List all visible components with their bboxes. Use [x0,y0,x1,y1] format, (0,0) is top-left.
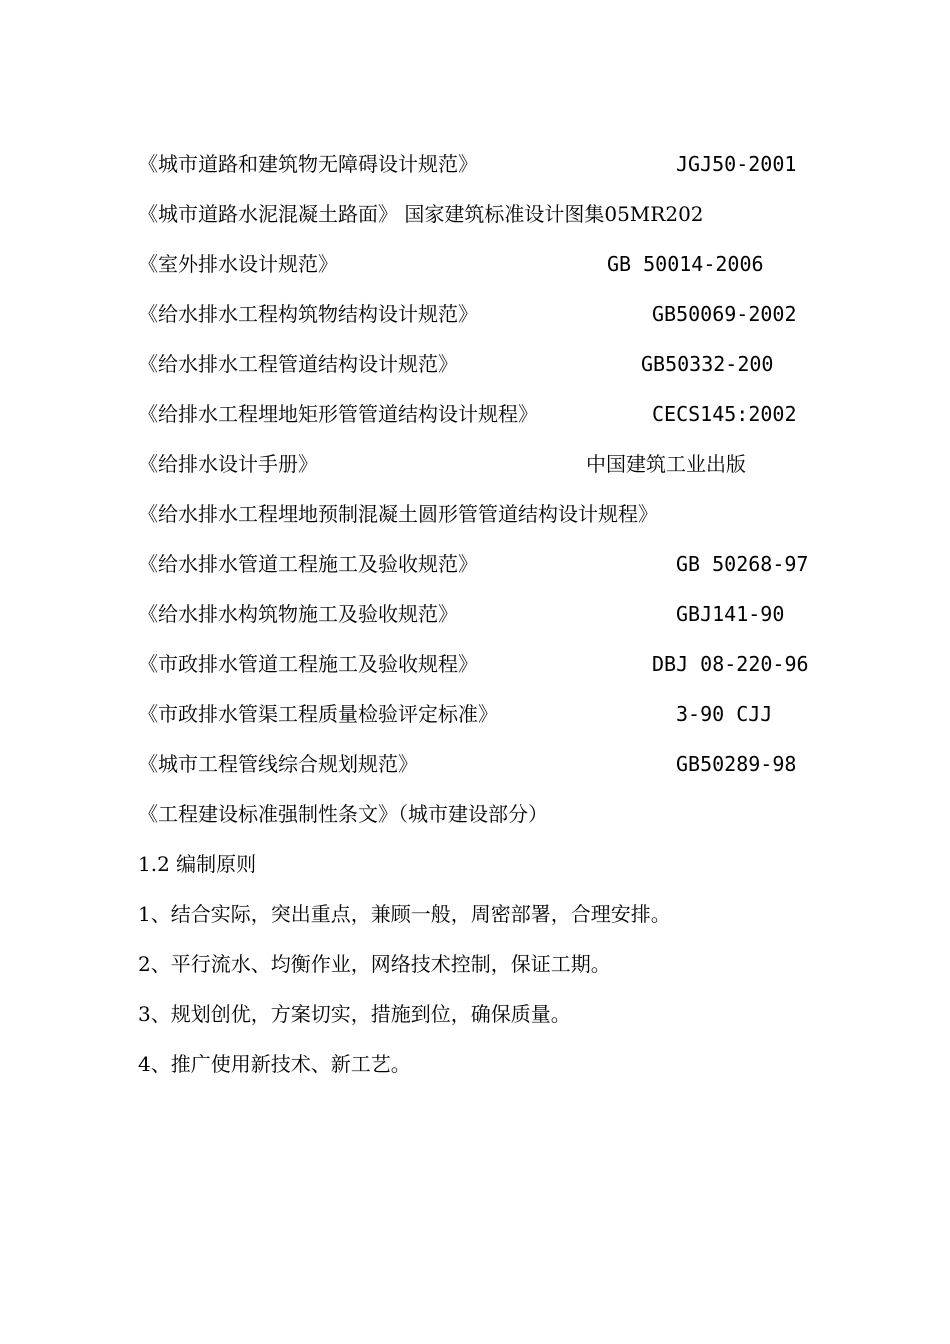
reference-title-2: 《城市道路水泥混凝土路面》 国家建筑标准设计图集05MR202 [138,202,704,226]
reference-title-4: 《给水排水工程构筑物结构设计规范》 [138,302,478,326]
reference-title-14: 《工程建设标准强制性条文》（城市建设部分） [138,802,548,826]
reference-title-13: 《城市工程管线综合规划规范》 [138,752,418,776]
reference-title-12: 《市政排水管渠工程质量检验评定标准》 [138,702,498,726]
reference-code-3: GB 50014-2006 [607,252,764,276]
reference-title-1: 《城市道路和建筑物无障碍设计规范》 [138,152,478,176]
principle-item-3: 3、规划创优，方案切实，措施到位，确保质量。 [138,1002,571,1026]
reference-code-11: DBJ 08-220-96 [652,652,809,676]
reference-code-9: GB 50268-97 [676,552,809,576]
reference-title-9: 《给水排水管道工程施工及验收规范》 [138,552,478,576]
reference-title-7: 《给排水设计手册》 [138,452,318,476]
reference-title-10: 《给水排水构筑物施工及验收规范》 [138,602,458,626]
principle-item-1: 1、结合实际，突出重点，兼顾一般，周密部署，合理安排。 [138,902,671,926]
reference-title-8: 《给水排水工程埋地预制混凝土圆形管管道结构设计规程》 [138,502,658,526]
reference-code-4: GB50069-2002 [652,302,797,326]
reference-code-12: 3-90 CJJ [676,702,773,726]
reference-title-3: 《室外排水设计规范》 [138,252,338,276]
principle-item-4: 4、推广使用新技术、新工艺。 [138,1052,411,1076]
reference-title-11: 《市政排水管道工程施工及验收规程》 [138,652,478,676]
reference-code-13: GB50289-98 [676,752,797,776]
reference-code-6: CECS145:2002 [652,402,797,426]
section-heading: 1.2 编制原则 [138,852,257,876]
reference-code-1: JGJ50-2001 [676,152,797,176]
reference-title-5: 《给水排水工程管道结构设计规范》 [138,352,458,376]
principle-item-2: 2、平行流水、均衡作业，网络技术控制，保证工期。 [138,952,611,976]
reference-code-7: 中国建筑工业出版 [586,452,746,476]
reference-code-10: GBJ141-90 [676,602,785,626]
reference-title-6: 《给排水工程埋地矩形管管道结构设计规程》 [138,402,538,426]
reference-code-5: GB50332-200 [641,352,774,376]
